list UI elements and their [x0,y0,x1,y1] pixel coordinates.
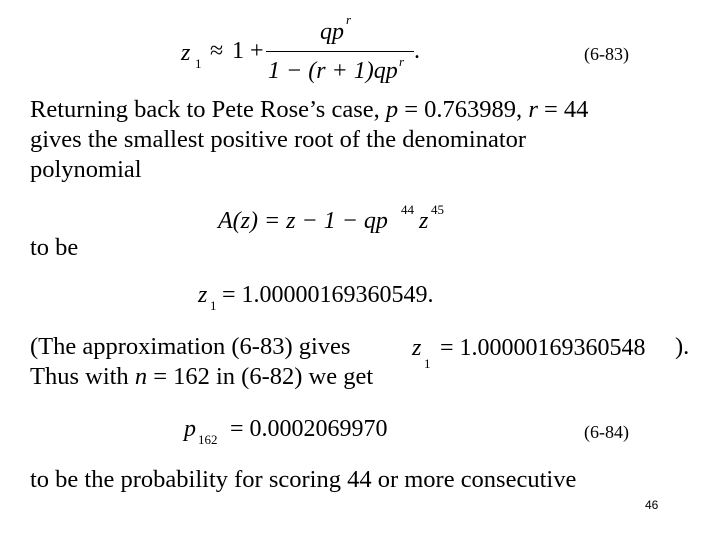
inline-z1-variable: z [412,335,422,361]
var-n: n [134,363,148,390]
approx-text-end: ). [675,333,690,360]
z1-subscript: 1 [195,56,202,71]
z1-variable: z [198,282,208,308]
paragraph-line: gives the smallest positive root of the denominator [30,126,527,153]
z1-value: = 1.00000169360549. [222,282,434,308]
denominator-exponent: r [399,54,405,69]
text-run: = 0.763989, [398,96,523,123]
text-run: Returning back to Pete Rose’s case, [30,96,380,123]
var-r: r [528,96,538,123]
equation-period: . [414,38,420,64]
p162-subscript: 162 [198,432,218,447]
equation-A-of-z [218,202,478,242]
numerator-exponent: r [346,12,352,27]
exponent-44: 44 [401,202,414,217]
var-p: p [385,96,399,123]
paragraph-pete-rose [30,95,588,185]
paragraph-line [30,362,373,392]
slide-number: 46 [645,498,659,512]
equation-z1-root [198,280,498,316]
text-run: Thus with [30,363,129,390]
paragraph-line: polynomial [30,156,142,183]
text-run: = 162 in (6-82) we get [147,363,374,390]
z1-subscript: 1 [210,298,217,313]
numerator-qp: qp [320,19,344,45]
text-to-be: to be [30,234,79,261]
equation-number-6-83: (6-83) [584,44,629,64]
one-plus: 1 + [232,38,264,64]
approx-text: (The approximation (6-83) gives [30,333,351,360]
A-polynomial: A(z) = z − 1 − qp [218,208,388,234]
p162-variable: p [184,416,196,442]
fraction-bar [266,51,414,52]
p162-value: = 0.0002069970 [230,416,388,442]
inline-z1-value: = 1.00000169360548 [440,335,646,361]
z-variable: z [419,208,429,234]
equation-number-6-84: (6-84) [584,422,629,442]
equation-6-84 [0,410,720,450]
z1-variable: z [181,40,191,66]
equation-6-83 [0,0,720,95]
denominator: 1 − (r + 1)qp [268,58,398,84]
paragraph-approximation [30,332,720,396]
inline-z1-subscript: 1 [424,356,431,371]
text-run: = 44 [537,96,589,123]
paragraph-line [30,95,588,125]
paragraph-probability: to be the probability for scoring 44 or more consecutive [30,466,577,493]
exponent-45: 45 [431,202,444,217]
approx-sign: ≈ [210,38,224,64]
